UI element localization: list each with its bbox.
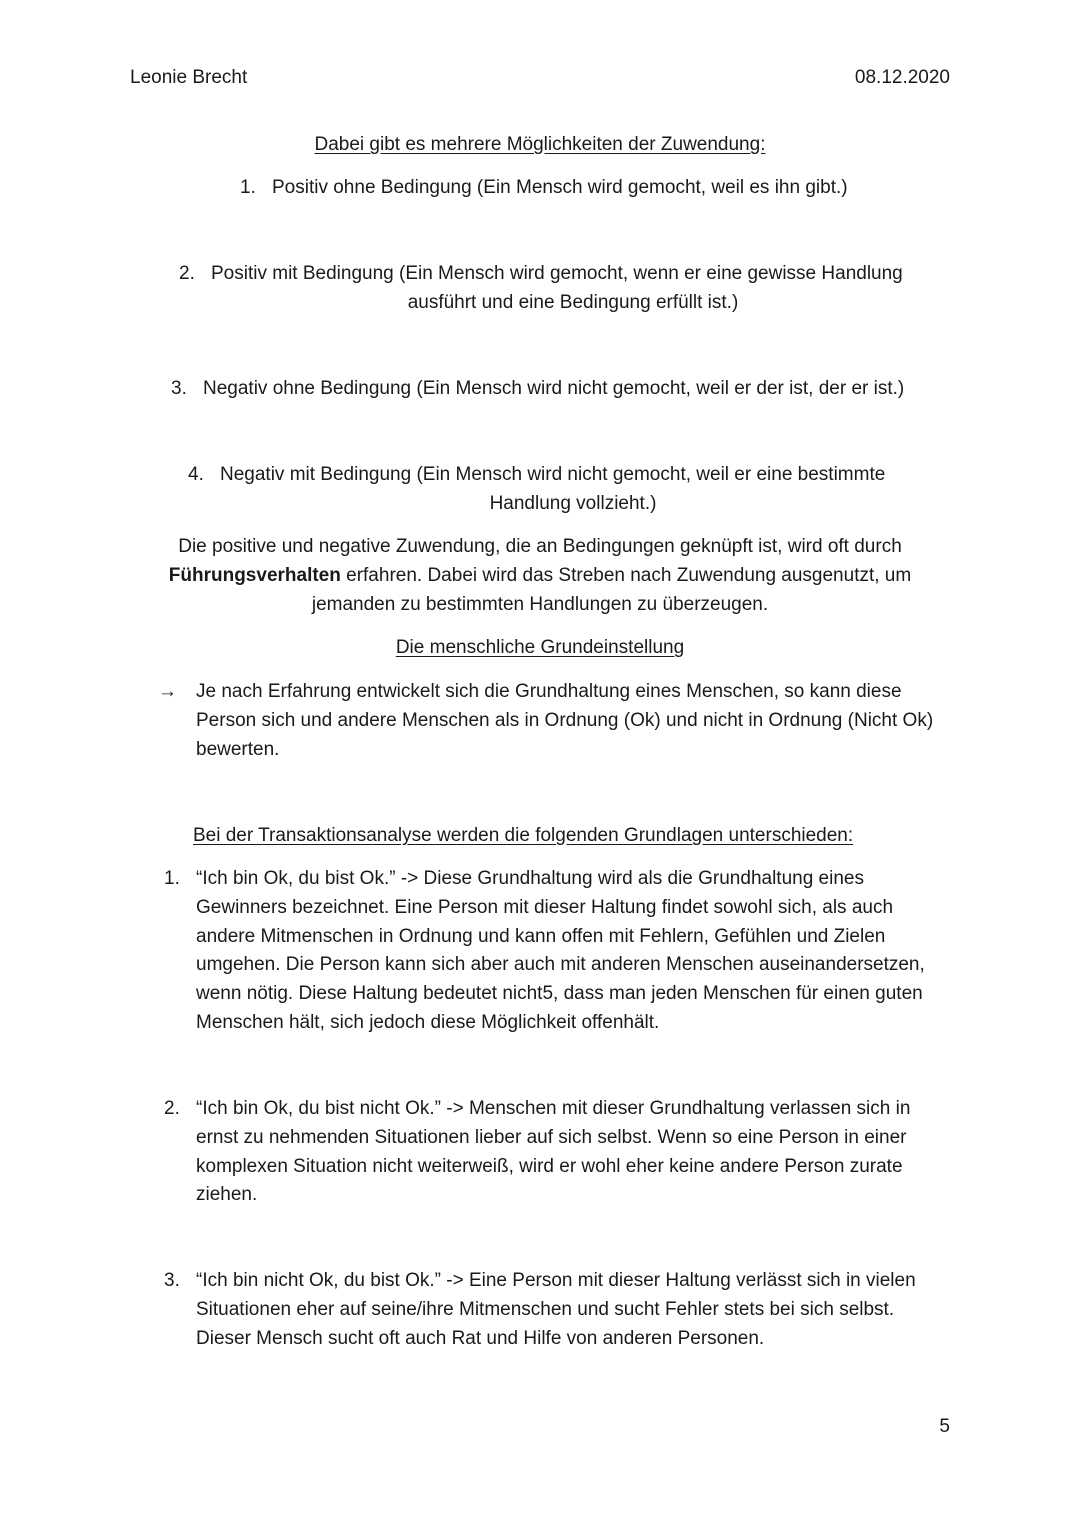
paragraph-line: Die positive und negative Zuwendung, die an Bedingungen geknüpft ist, wird oft durch xyxy=(178,536,902,557)
bold-term: Führungsverhalten xyxy=(168,564,341,586)
section-heading-transaktionsanalyse: Bei der Transaktionsanalyse werden die folgenden Grundlagen unterschieden: xyxy=(193,825,854,846)
list-item-text-continued: ausführt und eine Bedingung erfüllt ist.) xyxy=(407,291,739,313)
header-author: Leonie Brecht xyxy=(130,67,248,88)
list-item xyxy=(164,1095,954,1210)
paragraph-line: jemanden zu bestimmten Handlungen zu überzeugen. xyxy=(311,593,769,615)
list-item xyxy=(0,461,1080,519)
list-item-text-continued: Handlung vollzieht.) xyxy=(489,492,657,514)
paragraph-line xyxy=(0,562,1080,591)
arrow-note xyxy=(158,678,948,764)
list-item-number: 1. xyxy=(240,177,256,198)
list-item xyxy=(171,375,971,404)
paragraph-fuehrungsverhalten xyxy=(0,533,1080,619)
list-item-text: “Ich bin nicht Ok, du bist Ok.” -> Eine Person mit dieser Haltung verlässt sich in vielen Situationen eher auf seine/ihre Mitmenschen und sucht Fehler stets bei sich selbst. Dieser Mensch sucht oft auch Rat und Hilfe von anderen Personen. xyxy=(196,1270,916,1349)
list-item xyxy=(164,1267,954,1353)
list-item-number: 1. xyxy=(164,868,180,889)
list-item-number: 3. xyxy=(164,1270,180,1291)
page-number: 5 xyxy=(939,1416,950,1437)
list-item-number: 3. xyxy=(171,378,187,399)
list-item-text: “Ich bin Ok, du bist Ok.” -> Diese Grundhaltung wird als die Grundhaltung eines Gewinners bezeichnet. Eine Person mit dieser Haltung findet sowohl sich, als auch andere Mitmenschen in Ordnung und kann offen mit Fehlern, Gefühlen und Zielen umgehen. Die Person kann sich aber auch mit anderen Menschen auseinandersetzen, wenn nötig. Diese Haltung bedeutet nicht5, dass man jeden Menschen für einen guten Menschen hält, sich jedoch diese Möglichkeit offenhält. xyxy=(196,868,925,1033)
list-item-text: Positiv ohne Bedingung (Ein Mensch wird gemocht, weil es ihn gibt.) xyxy=(272,177,848,198)
list-item xyxy=(164,865,954,1038)
list-item-number: 2. xyxy=(164,1098,180,1119)
section-heading-grundeinstellung: Die menschliche Grundeinstellung xyxy=(395,637,685,658)
section-heading-zuwendung: Dabei gibt es mehrere Möglichkeiten der Zuwendung: xyxy=(314,134,766,155)
header-date: 08.12.2020 xyxy=(854,67,950,88)
list-item-text: Negativ ohne Bedingung (Ein Mensch wird nicht gemocht, weil er der ist, der er ist.) xyxy=(203,378,905,399)
list-item-text: Negativ mit Bedingung (Ein Mensch wird nicht gemocht, weil er eine bestimmte xyxy=(220,464,886,485)
list-item-number: 2. xyxy=(179,263,195,284)
arrow-note-text: Je nach Erfahrung entwickelt sich die Grundhaltung eines Menschen, so kann diese Person sich und andere Menschen als in Ordnung (Ok) und nicht in Ordnung (Nicht Ok) bewerten. xyxy=(196,681,934,760)
paragraph-line-rest: erfahren. Dabei wird das Streben nach Zuwendung ausgenutzt, um xyxy=(340,564,912,586)
list-item xyxy=(0,260,1080,318)
list-item-text: “Ich bin Ok, du bist nicht Ok.” -> Menschen mit dieser Grundhaltung verlassen sich in ernst zu nehmenden Situationen lieber auf sich selbst. Wenn so eine Person in einer komplexen Situation nicht weiterweiß, wird er wohl eher keine andere Person zurate ziehen. xyxy=(196,1098,911,1206)
list-item xyxy=(240,174,940,203)
list-item-text: Positiv mit Bedingung (Ein Mensch wird gemocht, wenn er eine gewisse Handlung xyxy=(211,263,903,284)
arrow-right-icon: → xyxy=(158,681,177,702)
list-item-number: 4. xyxy=(188,464,204,485)
